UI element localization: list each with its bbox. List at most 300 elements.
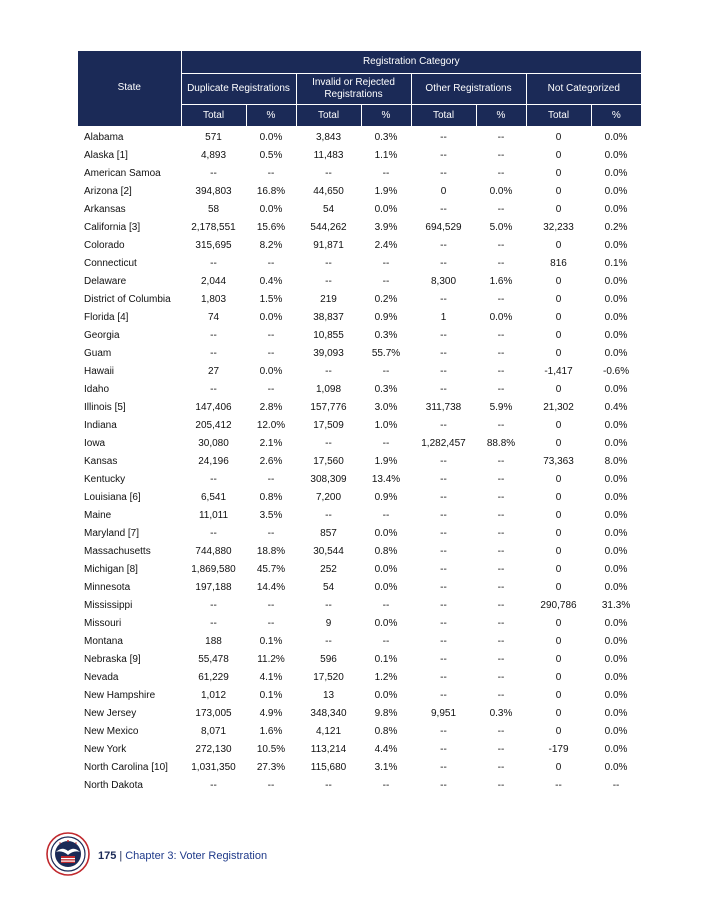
- duplicate-percent-cell: 18.8%: [256, 546, 286, 557]
- invalid-percent-cell: 0.0%: [374, 690, 398, 701]
- state-cell: Kentucky: [84, 474, 126, 485]
- table-row: [78, 651, 641, 669]
- other-total-cell: --: [440, 131, 447, 143]
- not-categorized-total-cell: -179: [548, 744, 569, 755]
- duplicate-percent-cell: --: [267, 168, 275, 179]
- table-row: [78, 507, 641, 525]
- duplicate-percent-cell: 0.5%: [259, 150, 283, 161]
- invalid-total-cell: 11,483: [313, 150, 344, 161]
- duplicate-total-cell: --: [210, 168, 217, 179]
- table-row: [78, 183, 641, 201]
- invalid-total-cell: --: [325, 510, 332, 521]
- table-row: [78, 723, 641, 741]
- state-cell: Alabama: [84, 132, 124, 143]
- invalid-percent-cell: 0.8%: [374, 726, 398, 737]
- invalid-total-cell: 113,214: [310, 744, 347, 755]
- other-percent-cell: --: [497, 366, 505, 377]
- table-row: [78, 579, 641, 597]
- invalid-total-cell: 544,262: [310, 222, 347, 233]
- invalid-total-cell: 17,520: [313, 672, 344, 683]
- duplicate-percent-cell: 3.5%: [259, 510, 283, 521]
- invalid-percent-cell: 3.1%: [374, 762, 398, 773]
- state-cell: Nevada: [84, 672, 119, 683]
- invalid-total-cell: 44,650: [313, 186, 344, 197]
- state-cell: Michigan [8]: [84, 564, 138, 575]
- duplicate-total-cell: 2,178,551: [191, 222, 236, 233]
- duplicate-percent-cell: 4.1%: [259, 672, 283, 683]
- state-cell: Alaska [1]: [84, 150, 128, 161]
- not-categorized-total-cell: 21,302: [543, 402, 574, 413]
- invalid-total-cell: --: [325, 168, 332, 179]
- other-total-cell: --: [440, 744, 447, 755]
- other-percent-cell: --: [497, 131, 505, 143]
- duplicate-percent-cell: --: [267, 780, 275, 791]
- invalid-total-cell: 596: [320, 654, 337, 665]
- duplicate-percent-cell: 0.8%: [259, 492, 283, 503]
- subheader-total: Total: [296, 105, 361, 127]
- not-categorized-total-cell: 0: [555, 528, 562, 539]
- table-row: [78, 147, 641, 165]
- invalid-percent-cell: --: [382, 438, 390, 449]
- not-categorized-total-cell: 0: [555, 474, 562, 485]
- other-percent-cell: --: [497, 546, 505, 557]
- other-percent-cell: --: [497, 240, 505, 251]
- invalid-percent-cell: 1.9%: [374, 186, 398, 197]
- other-total-cell: --: [440, 492, 447, 503]
- other-total-cell: --: [440, 546, 447, 557]
- not-categorized-total-cell: 32,233: [543, 222, 574, 233]
- duplicate-percent-cell: 16.8%: [256, 186, 286, 197]
- not-categorized-total-cell: 816: [550, 258, 567, 269]
- not-categorized-total-cell: 0: [555, 204, 562, 215]
- table-row: [78, 615, 641, 633]
- not-categorized-total-cell: 0: [555, 708, 562, 719]
- duplicate-percent-cell: 2.6%: [259, 456, 283, 467]
- invalid-total-cell: 13: [322, 690, 335, 701]
- not-categorized-total-cell: 0: [555, 618, 562, 629]
- other-total-cell: --: [440, 726, 447, 737]
- state-cell: Massachusetts: [84, 546, 151, 557]
- invalid-percent-cell: --: [382, 510, 390, 521]
- not-categorized-total-cell: 0: [555, 672, 562, 683]
- other-total-cell: --: [440, 762, 447, 773]
- duplicate-total-cell: --: [210, 258, 217, 269]
- not-categorized-percent-cell: 0.0%: [604, 294, 628, 305]
- duplicate-percent-cell: 0.1%: [259, 690, 283, 701]
- other-percent-cell: 1.6%: [489, 276, 513, 287]
- invalid-total-cell: 38,837: [313, 312, 344, 323]
- duplicate-percent-cell: --: [267, 528, 275, 539]
- not-categorized-percent-cell: 0.0%: [604, 564, 628, 575]
- other-percent-cell: 5.0%: [489, 222, 513, 233]
- state-cell: Missouri: [84, 618, 122, 629]
- duplicate-total-cell: 58: [207, 204, 220, 215]
- duplicate-percent-cell: 0.0%: [259, 204, 283, 215]
- invalid-total-cell: --: [325, 636, 332, 647]
- not-categorized-total-cell: 290,786: [540, 600, 577, 611]
- other-percent-cell: 0.0%: [489, 312, 513, 323]
- duplicate-percent-cell: 2.1%: [259, 438, 283, 449]
- invalid-percent-cell: 0.3%: [374, 131, 398, 143]
- table-row: [78, 435, 641, 453]
- duplicate-percent-cell: 0.0%: [259, 131, 283, 143]
- other-percent-cell: --: [497, 150, 505, 161]
- not-categorized-percent-cell: 0.0%: [604, 762, 628, 773]
- invalid-percent-cell: --: [382, 258, 390, 269]
- not-categorized-total-cell: 0: [555, 312, 562, 323]
- duplicate-total-cell: 315,695: [195, 240, 232, 251]
- other-total-cell: --: [440, 780, 447, 791]
- duplicate-total-cell: 2,044: [200, 276, 227, 287]
- duplicate-total-cell: 11,011: [198, 510, 229, 521]
- invalid-percent-cell: 13.4%: [371, 474, 401, 485]
- duplicate-total-cell: 24,196: [198, 456, 229, 467]
- table-row: [78, 273, 641, 291]
- invalid-percent-cell: 3.9%: [374, 222, 398, 233]
- not-categorized-total-cell: 0: [555, 150, 562, 161]
- other-percent-cell: 0.0%: [489, 186, 513, 197]
- invalid-total-cell: 54: [322, 582, 335, 593]
- invalid-percent-cell: 9.8%: [374, 708, 398, 719]
- invalid-total-cell: --: [325, 276, 332, 287]
- invalid-total-cell: 348,340: [310, 708, 347, 719]
- not-categorized-percent-cell: 0.0%: [604, 240, 628, 251]
- duplicate-total-cell: 147,406: [195, 402, 232, 413]
- table-row: [78, 759, 641, 777]
- state-cell: Florida [4]: [84, 312, 129, 323]
- other-percent-cell: --: [497, 654, 505, 665]
- not-categorized-total-cell: 0: [555, 510, 562, 521]
- other-total-cell: 8,300: [430, 276, 457, 287]
- duplicate-total-cell: 394,803: [195, 186, 232, 197]
- table-row: [78, 381, 641, 399]
- invalid-percent-cell: 1.0%: [374, 420, 398, 431]
- invalid-percent-cell: 0.8%: [374, 546, 398, 557]
- other-percent-cell: --: [497, 618, 505, 629]
- other-total-cell: --: [440, 294, 447, 305]
- chapter-title: Chapter 3: Voter Registration: [125, 850, 268, 862]
- table-row: [78, 417, 641, 435]
- state-cell: North Dakota: [84, 780, 143, 791]
- duplicate-percent-cell: 45.7%: [256, 564, 286, 575]
- duplicate-percent-cell: 0.0%: [259, 366, 283, 377]
- other-percent-cell: --: [497, 510, 505, 521]
- other-total-cell: 311,738: [425, 402, 462, 413]
- not-categorized-percent-cell: 0.0%: [604, 474, 628, 485]
- duplicate-total-cell: --: [210, 618, 217, 629]
- invalid-total-cell: --: [325, 438, 332, 449]
- registration-table: [78, 51, 641, 795]
- not-categorized-percent-cell: -0.6%: [602, 366, 630, 377]
- invalid-percent-cell: 0.3%: [374, 330, 398, 341]
- invalid-percent-cell: 0.0%: [374, 582, 398, 593]
- state-cell: New York: [84, 744, 127, 755]
- state-cell: Arizona [2]: [84, 186, 132, 197]
- duplicate-total-cell: 188: [205, 636, 222, 647]
- duplicate-total-cell: 571: [205, 131, 222, 143]
- not-categorized-total-cell: 0: [555, 492, 562, 503]
- other-total-cell: 0: [440, 186, 447, 197]
- invalid-percent-cell: 3.0%: [374, 402, 398, 413]
- not-categorized-total-cell: 0: [555, 348, 562, 359]
- duplicate-total-cell: 6,541: [200, 492, 227, 503]
- state-cell: Kansas: [84, 456, 118, 467]
- state-cell: Delaware: [84, 276, 127, 287]
- state-cell: Georgia: [84, 330, 120, 341]
- invalid-total-cell: 115,680: [310, 762, 347, 773]
- other-percent-cell: --: [497, 330, 505, 341]
- invalid-total-cell: 17,560: [313, 456, 344, 467]
- invalid-percent-cell: 0.9%: [374, 312, 398, 323]
- other-total-cell: 1: [440, 312, 447, 323]
- not-categorized-total-cell: --: [555, 780, 562, 791]
- duplicate-percent-cell: --: [267, 384, 275, 395]
- other-percent-cell: --: [497, 600, 505, 611]
- table-row: [78, 597, 641, 615]
- invalid-percent-cell: --: [382, 600, 390, 611]
- not-categorized-percent-cell: 0.0%: [604, 744, 628, 755]
- not-categorized-percent-cell: 0.0%: [604, 546, 628, 557]
- other-total-cell: --: [440, 348, 447, 359]
- not-categorized-percent-cell: 0.0%: [604, 420, 628, 431]
- subheader-percent: %: [591, 105, 641, 127]
- not-categorized-percent-cell: --: [612, 780, 620, 791]
- table-row: [78, 291, 641, 309]
- invalid-total-cell: --: [325, 258, 332, 269]
- invalid-total-cell: 17,509: [313, 420, 344, 431]
- invalid-percent-cell: 0.9%: [374, 492, 398, 503]
- subheader-total: Total: [181, 105, 246, 127]
- duplicate-total-cell: --: [210, 348, 217, 359]
- page-number: 175: [98, 850, 117, 862]
- table-row: [78, 489, 641, 507]
- not-categorized-total-cell: 0: [555, 294, 562, 305]
- not-categorized-total-cell: 0: [555, 564, 562, 575]
- state-cell: New Jersey: [84, 708, 137, 719]
- other-total-cell: --: [440, 510, 447, 521]
- duplicate-percent-cell: --: [267, 618, 275, 629]
- other-percent-cell: --: [497, 474, 505, 485]
- table-row: [78, 561, 641, 579]
- not-categorized-percent-cell: 0.0%: [604, 726, 628, 737]
- registration-category-header: Registration Category: [181, 51, 641, 74]
- other-percent-cell: --: [497, 672, 505, 683]
- not-categorized-total-cell: 0: [555, 240, 562, 251]
- duplicate-total-cell: 744,880: [195, 546, 232, 557]
- invalid-total-cell: 91,871: [313, 240, 344, 251]
- state-cell: New Mexico: [84, 726, 139, 737]
- not-categorized-total-cell: 0: [555, 276, 562, 287]
- not-categorized-percent-cell: 0.0%: [604, 636, 628, 647]
- not-categorized-percent-cell: 0.0%: [604, 312, 628, 323]
- not-categorized-total-cell: 0: [555, 131, 562, 143]
- other-percent-cell: --: [497, 528, 505, 539]
- duplicate-total-cell: 1,031,350: [191, 762, 236, 773]
- invalid-percent-cell: 4.4%: [374, 744, 398, 755]
- table-row: [78, 543, 641, 561]
- category-header-other: Other Registrations: [411, 74, 526, 105]
- other-total-cell: --: [440, 672, 447, 683]
- not-categorized-percent-cell: 0.0%: [604, 690, 628, 701]
- state-cell: Mississippi: [84, 600, 133, 611]
- duplicate-total-cell: --: [210, 384, 217, 395]
- table-row: [78, 126, 641, 147]
- other-percent-cell: --: [497, 636, 505, 647]
- invalid-total-cell: 219: [320, 294, 337, 305]
- not-categorized-percent-cell: 0.0%: [604, 186, 628, 197]
- table-row: [78, 705, 641, 723]
- not-categorized-percent-cell: 0.0%: [604, 528, 628, 539]
- duplicate-total-cell: 1,012: [200, 690, 227, 701]
- footer-separator: |: [119, 850, 123, 862]
- other-percent-cell: --: [497, 294, 505, 305]
- state-cell: American Samoa: [84, 168, 161, 179]
- other-total-cell: --: [440, 366, 447, 377]
- state-cell: Hawaii: [84, 366, 115, 377]
- state-cell: Indiana: [84, 420, 117, 431]
- other-percent-cell: 88.8%: [486, 438, 516, 449]
- invalid-total-cell: --: [325, 780, 332, 791]
- not-categorized-percent-cell: 0.0%: [604, 708, 628, 719]
- duplicate-percent-cell: 8.2%: [259, 240, 283, 251]
- other-percent-cell: --: [497, 564, 505, 575]
- not-categorized-percent-cell: 0.0%: [604, 330, 628, 341]
- duplicate-percent-cell: 10.5%: [256, 744, 286, 755]
- not-categorized-total-cell: 0: [555, 546, 562, 557]
- other-total-cell: --: [440, 636, 447, 647]
- duplicate-total-cell: --: [210, 780, 217, 791]
- other-total-cell: --: [440, 582, 447, 593]
- table-row: [78, 777, 641, 795]
- duplicate-percent-cell: 27.3%: [256, 762, 286, 773]
- other-percent-cell: --: [497, 258, 505, 269]
- not-categorized-total-cell: 0: [555, 690, 562, 701]
- invalid-percent-cell: --: [382, 276, 390, 287]
- duplicate-percent-cell: --: [267, 600, 275, 611]
- invalid-total-cell: 4,121: [315, 726, 342, 737]
- invalid-total-cell: 308,309: [310, 474, 347, 485]
- invalid-percent-cell: 0.1%: [374, 654, 398, 665]
- other-total-cell: --: [440, 204, 447, 215]
- other-total-cell: --: [440, 420, 447, 431]
- table-row: [78, 237, 641, 255]
- duplicate-percent-cell: 11.2%: [257, 654, 285, 665]
- commission-seal-icon: [46, 832, 90, 876]
- invalid-total-cell: 9: [325, 618, 332, 629]
- duplicate-total-cell: 197,188: [195, 582, 232, 593]
- not-categorized-total-cell: 0: [555, 726, 562, 737]
- invalid-total-cell: 39,093: [313, 348, 344, 359]
- duplicate-total-cell: 4,893: [200, 150, 227, 161]
- invalid-total-cell: 1,098: [315, 384, 342, 395]
- duplicate-percent-cell: 1.5%: [259, 294, 283, 305]
- other-percent-cell: --: [497, 456, 505, 467]
- table-row: [78, 345, 641, 363]
- other-percent-cell: --: [497, 762, 505, 773]
- duplicate-percent-cell: 14.4%: [256, 582, 286, 593]
- invalid-percent-cell: --: [382, 366, 390, 377]
- table-row: [78, 471, 641, 489]
- footer-text: [98, 850, 267, 862]
- other-total-cell: --: [440, 618, 447, 629]
- not-categorized-percent-cell: 0.4%: [604, 402, 628, 413]
- other-percent-cell: --: [497, 168, 505, 179]
- duplicate-total-cell: 61,229: [198, 672, 229, 683]
- invalid-total-cell: 252: [320, 564, 337, 575]
- not-categorized-total-cell: 0: [555, 420, 562, 431]
- state-cell: Louisiana [6]: [84, 492, 141, 503]
- other-total-cell: --: [440, 330, 447, 341]
- table-row: [78, 633, 641, 651]
- invalid-percent-cell: --: [382, 780, 390, 791]
- duplicate-percent-cell: --: [267, 474, 275, 485]
- table-row: [78, 741, 641, 759]
- other-percent-cell: --: [497, 348, 505, 359]
- duplicate-percent-cell: 1.6%: [259, 726, 283, 737]
- duplicate-total-cell: --: [210, 330, 217, 341]
- category-header-duplicate: Duplicate Registrations: [181, 74, 296, 105]
- other-percent-cell: --: [497, 492, 505, 503]
- other-percent-cell: 0.3%: [489, 708, 513, 719]
- state-cell: Connecticut: [84, 258, 137, 269]
- not-categorized-total-cell: 0: [555, 654, 562, 665]
- table-row: [78, 453, 641, 471]
- duplicate-total-cell: 205,412: [195, 420, 232, 431]
- duplicate-percent-cell: 12.0%: [256, 420, 286, 431]
- duplicate-total-cell: 272,130: [195, 744, 232, 755]
- duplicate-percent-cell: 0.1%: [259, 636, 283, 647]
- subheader-total: Total: [411, 105, 476, 127]
- not-categorized-total-cell: -1,417: [544, 366, 573, 377]
- other-percent-cell: --: [497, 780, 505, 791]
- invalid-percent-cell: 0.0%: [374, 528, 398, 539]
- duplicate-total-cell: 173,005: [195, 708, 232, 719]
- other-total-cell: --: [440, 150, 447, 161]
- table-row: [78, 363, 641, 381]
- subheader-percent: %: [476, 105, 526, 127]
- invalid-total-cell: 30,544: [313, 546, 344, 557]
- not-categorized-total-cell: 0: [555, 636, 562, 647]
- duplicate-total-cell: 55,478: [198, 654, 229, 665]
- other-total-cell: --: [440, 258, 447, 269]
- duplicate-total-cell: --: [210, 474, 217, 485]
- invalid-percent-cell: 0.2%: [374, 294, 398, 305]
- invalid-percent-cell: 55.7%: [371, 348, 401, 359]
- table-row: [78, 525, 641, 543]
- subheader-percent: %: [361, 105, 411, 127]
- state-cell: Colorado: [84, 240, 125, 251]
- category-header-not-categorized: Not Categorized: [526, 74, 641, 105]
- state-cell: Guam: [84, 348, 112, 359]
- state-cell: District of Columbia: [84, 294, 171, 305]
- not-categorized-percent-cell: 31.3%: [601, 600, 631, 611]
- not-categorized-percent-cell: 0.1%: [604, 258, 628, 269]
- table-row: [78, 687, 641, 705]
- duplicate-percent-cell: --: [267, 330, 275, 341]
- table-row: [78, 165, 641, 183]
- other-percent-cell: --: [497, 726, 505, 737]
- other-total-cell: --: [440, 654, 447, 665]
- other-total-cell: --: [440, 528, 447, 539]
- not-categorized-percent-cell: 8.0%: [604, 456, 628, 467]
- not-categorized-percent-cell: 0.0%: [604, 168, 628, 179]
- table-row: [78, 255, 641, 273]
- duplicate-percent-cell: --: [267, 348, 275, 359]
- invalid-percent-cell: 0.0%: [374, 618, 398, 629]
- other-percent-cell: 5.9%: [489, 402, 513, 413]
- table-row: [78, 219, 641, 237]
- table-row: [78, 327, 641, 345]
